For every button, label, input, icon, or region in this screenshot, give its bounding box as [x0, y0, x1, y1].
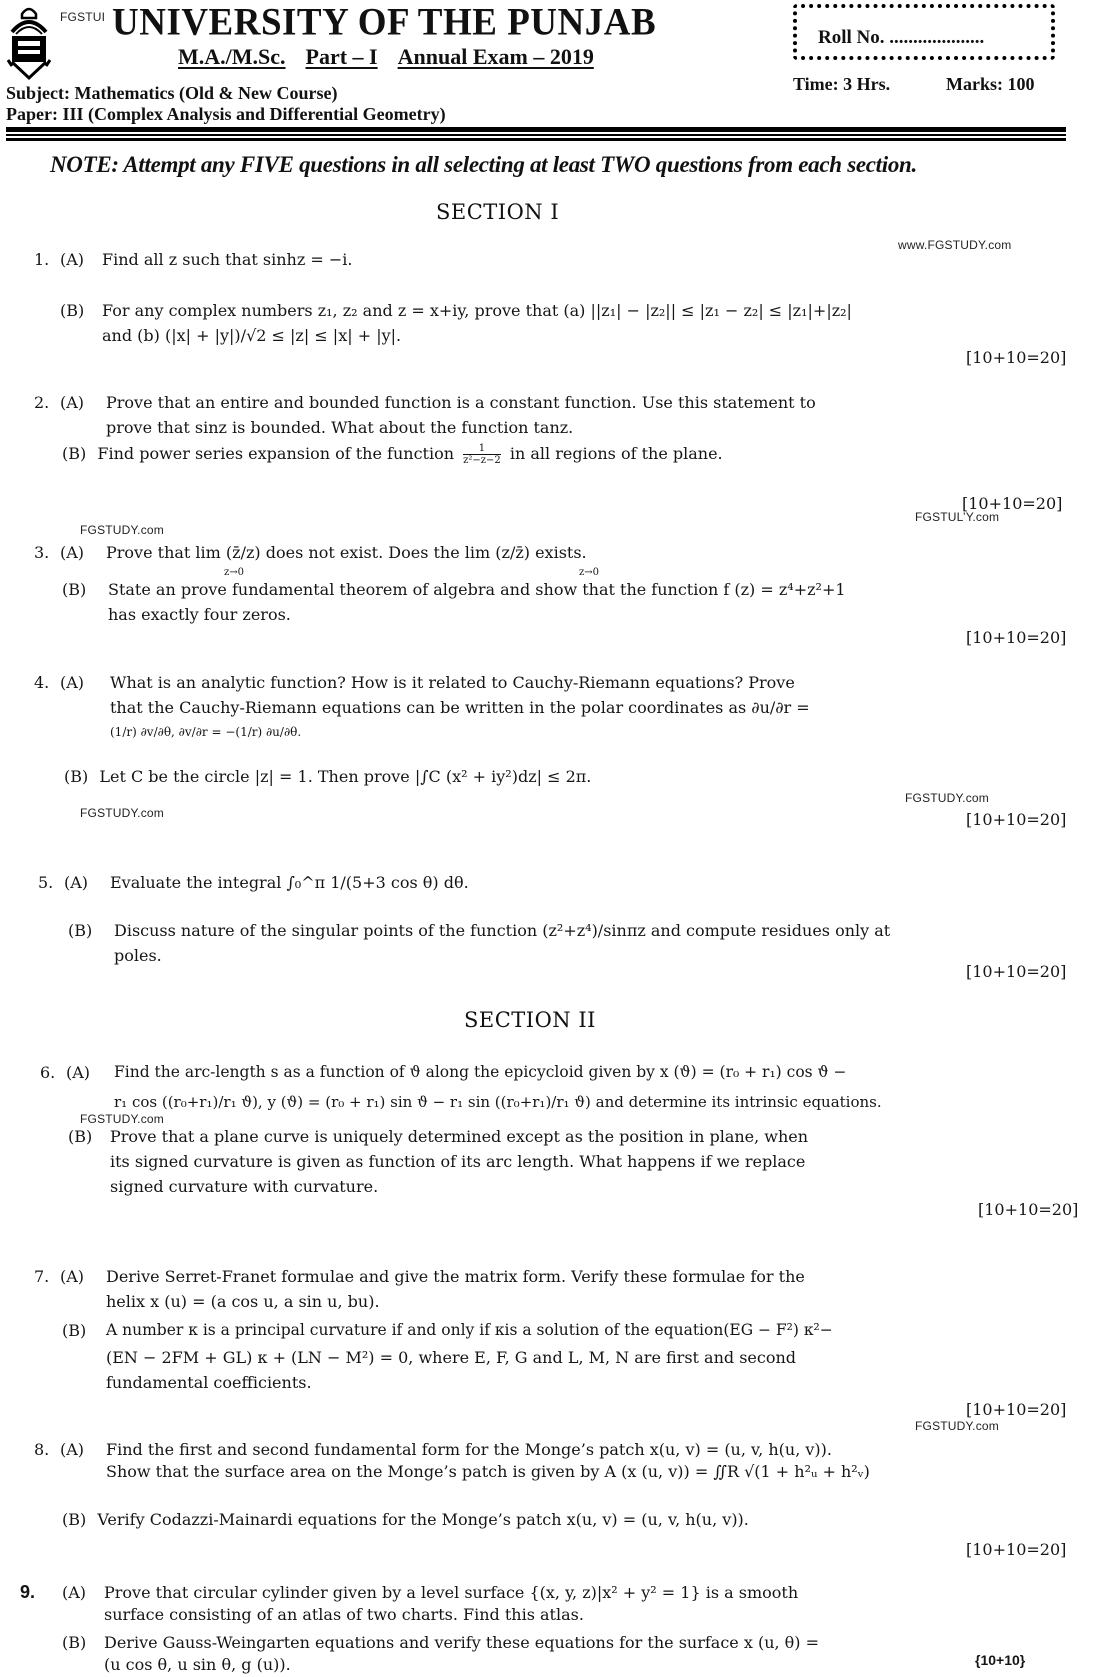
part-a-label: (A) — [62, 1583, 87, 1602]
part-a-label: (A) — [60, 1267, 85, 1286]
question-number: 9. — [20, 1582, 36, 1602]
watermark: FGSTUDY.com — [80, 523, 164, 537]
part-a-line-1: Prove that an entire and bounded function is a constant function. Use this statement to — [106, 393, 816, 412]
instructions-note: NOTE: Attempt any FIVE questions in all selecting at least TWO questions from each section. — [50, 152, 917, 177]
marks-allocation: [10+10=20] — [966, 1400, 1067, 1419]
watermark: FGSTUDY.com — [905, 791, 989, 805]
marks-allocation: {10+10} — [975, 1652, 1026, 1668]
question-4b — [64, 764, 1064, 789]
question-number: 4. — [34, 673, 50, 692]
part-a-line-2: r₁ cos ((r₀+r₁)/r₁ ϑ), y (ϑ) = (r₀ + r₁) sin ϑ − r₁ sin ((r₀+r₁)/r₁ ϑ) and determine its intrinsic equations. — [114, 1093, 882, 1111]
part-a-text: Prove that lim (z̄/z) does not exist. Does the lim (z/z̄) exists. — [106, 543, 587, 562]
part-a-line-2: prove that sinz is bounded. What about the function tanz. — [106, 418, 574, 437]
part-a-label: (A) — [60, 250, 85, 269]
header-rule-thick — [6, 127, 1066, 132]
watermark: www.FGSTUDY.com — [898, 238, 1012, 252]
exam-label: Annual Exam – 2019 — [397, 44, 594, 69]
part-b-line-3: fundamental coefficients. — [106, 1373, 312, 1392]
part-a-line-1: Prove that circular cylinder given by a level surface {(x, y, z)|x² + y² = 1} is a smooth — [104, 1583, 799, 1602]
part-a-line-2: that the Cauchy-Riemann equations can be written in the polar coordinates as ∂u/∂r = — [110, 698, 810, 717]
part-a-line-1: What is an analytic function? How is it related to Cauchy-Riemann equations? Prove — [110, 673, 795, 692]
part-a-line-2: surface consisting of an atlas of two charts. Find this atlas. — [104, 1605, 584, 1624]
header-rule-mid — [6, 134, 1066, 136]
part-b-line-3: signed curvature with curvature. — [110, 1177, 379, 1196]
marks-allocation: [10+10=20] — [962, 494, 1063, 513]
marks-allocation: [10+10=20] — [978, 1200, 1079, 1219]
part-b-line-2: has exactly four zeros. — [108, 605, 291, 624]
part-a-line-2: Show that the surface area on the Monge’s patch is given by A (x (u, v)) = ∬R √(1 + h²ᵤ + h²ᵥ) — [106, 1462, 870, 1481]
section-1-heading: SECTION I — [436, 200, 560, 224]
question-2b — [62, 441, 1072, 466]
part-a-line-1: Derive Serret-Franet formulae and give the matrix form. Verify these formulae for the — [106, 1267, 805, 1286]
part-a-label: (A) — [60, 393, 85, 412]
part-a-label: (A) — [60, 543, 85, 562]
part-b-line-1: State an prove fundamental theorem of algebra and show that the function f (z) = z⁴+z²+1 — [108, 580, 846, 599]
part-b-text: Let C be the circle |z| = 1. Then prove |∫C (x² + iy²)dz| ≤ 2π. — [99, 767, 592, 786]
marks-allocation: [10+10=20] — [966, 962, 1067, 981]
part-b-line-1: Derive Gauss-Weingarten equations and verify these equations for the surface x (u, θ) = — [104, 1633, 820, 1652]
time-allowed: Time: 3 Hrs. — [793, 74, 891, 94]
part-label: Part – I — [305, 44, 378, 69]
part-b-label: (B) — [62, 1510, 87, 1529]
part-b-label: (B) — [62, 1633, 87, 1652]
watermark: FGSTUDY.com — [80, 806, 164, 820]
paper-line: Paper: III (Complex Analysis and Differential Geometry) — [6, 104, 446, 124]
part-a-text: Find all z such that sinhz = −i. — [102, 250, 353, 269]
part-b-text: Find power series expansion of the function — [97, 444, 455, 463]
question-number: 1. — [34, 250, 50, 269]
fraction: $\frac{1}{\text{z²−z−2}}$ — [463, 443, 501, 466]
part-b-label: (B) — [64, 767, 89, 786]
part-b-line-2: poles. — [114, 946, 162, 965]
header-rule-thin — [6, 138, 1066, 141]
question-number: 6. — [40, 1063, 56, 1082]
part-a-line-1: Find the first and second fundamental form for the Monge’s patch x(u, v) = (u, v, h(u, v)). — [106, 1440, 832, 1459]
marks-allocation: [10+10=20] — [966, 810, 1067, 829]
part-b-label: (B) — [68, 921, 93, 940]
part-a-label: (A) — [60, 673, 85, 692]
section-2-heading: SECTION II — [464, 1008, 596, 1032]
part-b-line-2: its signed curvature is given as function of its arc length. What happens if we replace — [110, 1152, 806, 1171]
part-a-text: Evaluate the integral ∫₀^π 1/(5+3 cos θ) dθ. — [110, 873, 469, 892]
total-marks: Marks: 100 — [946, 74, 1035, 94]
part-b-line-2: (EN − 2FM + GL) κ + (LN − M²) = 0, where E, F, G and L, M, N are first and second — [106, 1348, 797, 1367]
marks-allocation: [10+10=20] — [966, 1540, 1067, 1559]
part-b-label: (B) — [60, 301, 85, 320]
part-b-label: (B) — [62, 1321, 87, 1340]
part-a-label: (A) — [60, 1440, 85, 1459]
part-b-text-end: in all regions of the plane. — [509, 444, 723, 463]
university-title: UNIVERSITY OF THE PUNJAB — [112, 1, 657, 45]
exam-line — [178, 44, 614, 70]
question-number: 3. — [34, 543, 50, 562]
part-a-line-1: Find the arc-length s as a function of ϑ along the epicycloid given by x (ϑ) = (r₀ + r₁) cos ϑ − — [114, 1063, 847, 1081]
part-b-line-1: Discuss nature of the singular points of the function (z²+z⁴)/sinπz and compute residues only at — [114, 921, 891, 940]
part-a-line-3: (1/r) ∂v/∂θ, ∂v/∂r = −(1/r) ∂u/∂θ. — [110, 725, 302, 739]
marks-allocation: [10+10=20] — [966, 628, 1067, 647]
question-number: 2. — [34, 393, 50, 412]
limit-subscript: z→0 — [224, 567, 245, 578]
question-number: 5. — [38, 873, 54, 892]
part-b-line-1: Prove that a plane curve is uniquely determined except as the position in plane, when — [110, 1127, 809, 1146]
part-b-line-2: (u cos θ, u sin θ, g (u)). — [104, 1655, 291, 1674]
question-number: 7. — [34, 1267, 50, 1286]
roll-number-field: Roll No. .................... — [818, 27, 985, 48]
part-a-label: (A) — [66, 1063, 91, 1082]
subject-line: Subject: Mathematics (Old & New Course) — [6, 83, 338, 103]
part-b-label: (B) — [62, 444, 87, 463]
question-number: 8. — [34, 1440, 50, 1459]
part-b-label: (B) — [62, 580, 87, 599]
university-crest-icon — [6, 4, 52, 82]
part-b-text: Verify Codazzi-Mainardi equations for the Monge’s patch x(u, v) = (u, v, h(u, v)). — [97, 1510, 749, 1529]
part-b-line-2: and (b) (|x| + |y|)/√2 ≤ |z| ≤ |x| + |y|. — [102, 326, 402, 345]
part-a-label: (A) — [64, 873, 89, 892]
watermark: FGSTUDY.com — [915, 1419, 999, 1433]
part-b-line-1: A number κ is a principal curvature if and only if κis a solution of the equation(EG − F²) κ²− — [106, 1321, 833, 1339]
limit-subscript: z→0 — [579, 567, 600, 578]
part-b-label: (B) — [68, 1127, 93, 1146]
watermark-prefix: FGSTUI — [60, 10, 106, 24]
marks-allocation: [10+10=20] — [966, 348, 1067, 367]
degree-label: M.A./M.Sc. — [178, 44, 286, 69]
part-a-line-2: helix x (u) = (a cos u, a sin u, bu). — [106, 1292, 380, 1311]
question-8b — [62, 1507, 1072, 1532]
part-b-line-1: For any complex numbers z₁, z₂ and z = x+iy, prove that (a) ||z₁| − |z₂|| ≤ |z₁ − z₂| ≤ |z₁|+|z₂| — [102, 301, 852, 320]
watermark: FGSTUL’Y.com — [915, 510, 1000, 524]
watermark: FGSTUDY.com — [80, 1112, 164, 1126]
